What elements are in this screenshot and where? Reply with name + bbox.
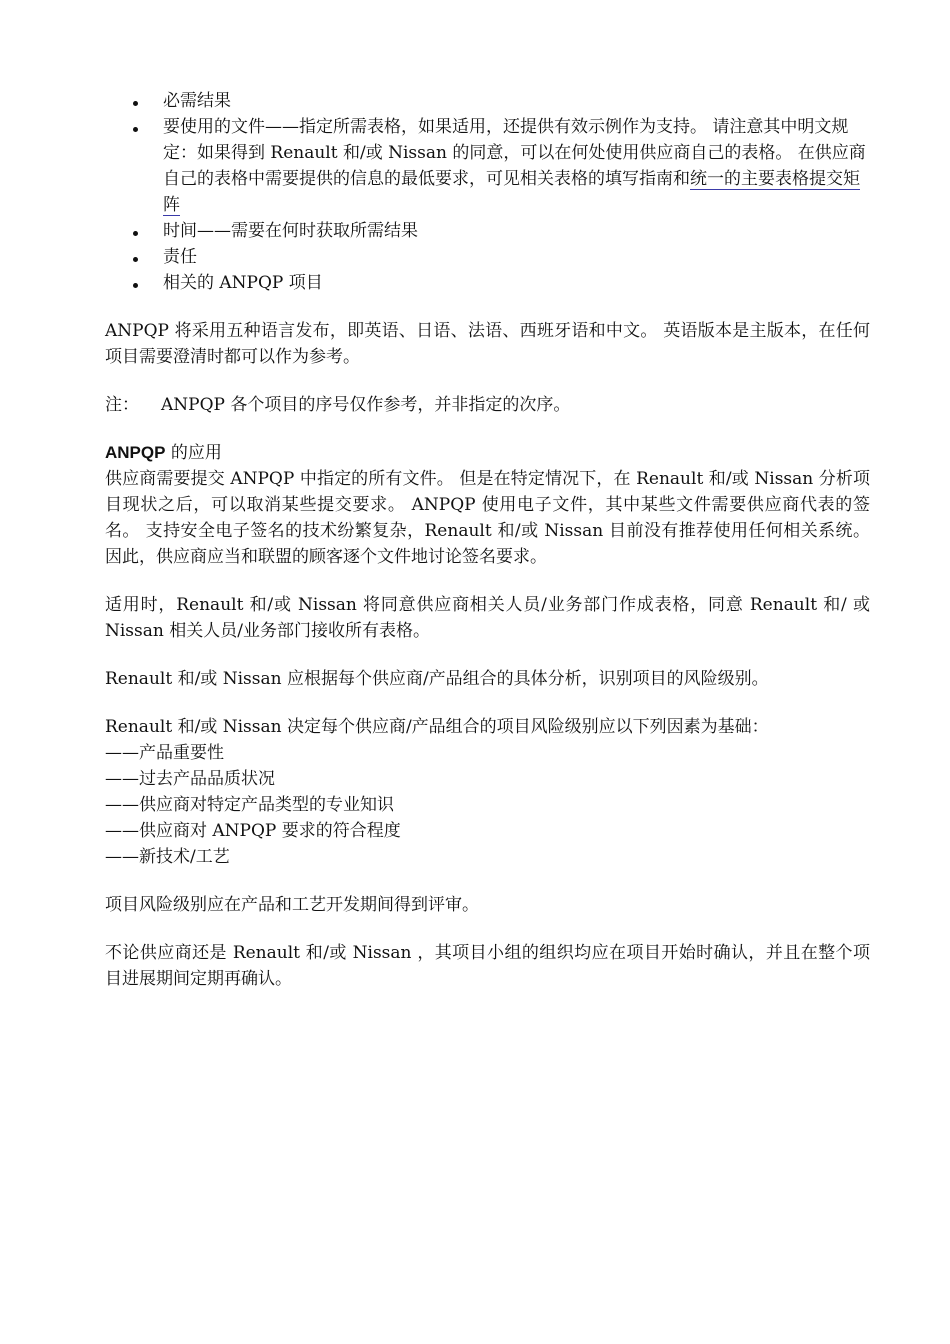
list-item	[105, 88, 870, 114]
languages-paragraph: ANPQP 将采用五种语言发布，即英语、日语、法语、西班牙语和中文。 英语版本是主版本，在任何项目需要澄清时都可以作为参考。	[105, 321, 870, 367]
factor-item: ——过去产品品质状况	[105, 769, 275, 789]
list-item-text: 要使用的文件——指定所需表格，如果适用，还提供有效示例作为支持。 请注意其中明文规定：如果得到 Renault 和/或 Nissan 的同意，可以在何处使用供应商自己的表格。 在供应商自己的表格中需要提供的信息的最低要求，可见相关表格的填写指南和	[163, 117, 866, 189]
application-paragraph: 供应商需要提交 ANPQP 中指定的所有文件。 但是在特定情况下，在 Renault 和/或 Nissan 分析项目现状之后，可以取消某些提交要求。 ANPQP 使用电子文件，其中某些文件需要供应商代表的签名。 支持安全电子签名的技术纷繁复杂，Renault 和/或 Nissan 目前没有推荐使用任何相关系统。 因此，供应商应当和联盟的顾客逐个文件地讨论签名要求。	[105, 469, 870, 567]
factor-item: ——产品重要性	[105, 743, 224, 763]
list-item	[105, 270, 870, 296]
list-item	[105, 244, 870, 270]
factors-intro: Renault 和/或 Nissan 决定每个供应商/产品组合的项目风险级别应以下列因素为基础：	[105, 717, 769, 737]
forms-paragraph: 适用时，Renault 和/或 Nissan 将同意供应商相关人员/业务部门作成表格，同意 Renault 和/ 或 Nissan 相关人员/业务部门接收所有表格。	[105, 595, 870, 641]
submission-matrix-link[interactable]: 统一的主要表格提交矩阵	[163, 169, 860, 215]
section-heading	[105, 440, 870, 466]
note-label: 注：	[105, 395, 139, 415]
document-page	[105, 88, 870, 992]
list-item-text: 时间——需要在何时获取所需结果	[163, 221, 418, 241]
bullet-icon	[133, 101, 138, 106]
review-paragraph: 项目风险级别应在产品和工艺开发期间得到评审。	[105, 895, 479, 915]
team-paragraph: 不论供应商还是 Renault 和/或 Nissan ，其项目小组的组织均应在项目开始时确认，并且在整个项目进展期间定期再确认。	[105, 943, 870, 989]
bullet-icon	[133, 283, 138, 288]
note-paragraph	[105, 392, 870, 418]
list-item	[105, 114, 870, 218]
factor-item: ——供应商对特定产品类型的专业知识	[105, 795, 394, 815]
bullet-icon	[133, 231, 138, 236]
list-item	[105, 218, 870, 244]
factor-item: ——供应商对 ANPQP 要求的符合程度	[105, 821, 401, 841]
section-heading-bold: ANPQP	[105, 443, 166, 462]
bullet-icon	[133, 127, 138, 132]
section-heading-rest: 的应用	[165, 443, 222, 463]
list-item-text: 必需结果	[163, 91, 231, 111]
risk-paragraph: Renault 和/或 Nissan 应根据每个供应商/产品组合的具体分析，识别项目的风险级别。	[105, 669, 769, 689]
list-item-text: 相关的 ANPQP 项目	[163, 273, 323, 293]
requirements-list	[105, 88, 870, 296]
factor-item: ——新技术/工艺	[105, 847, 230, 867]
note-text: ANPQP 各个项目的序号仅作参考，并非指定的次序。	[161, 395, 571, 415]
bullet-icon	[133, 257, 138, 262]
list-item-text: 责任	[163, 247, 197, 267]
